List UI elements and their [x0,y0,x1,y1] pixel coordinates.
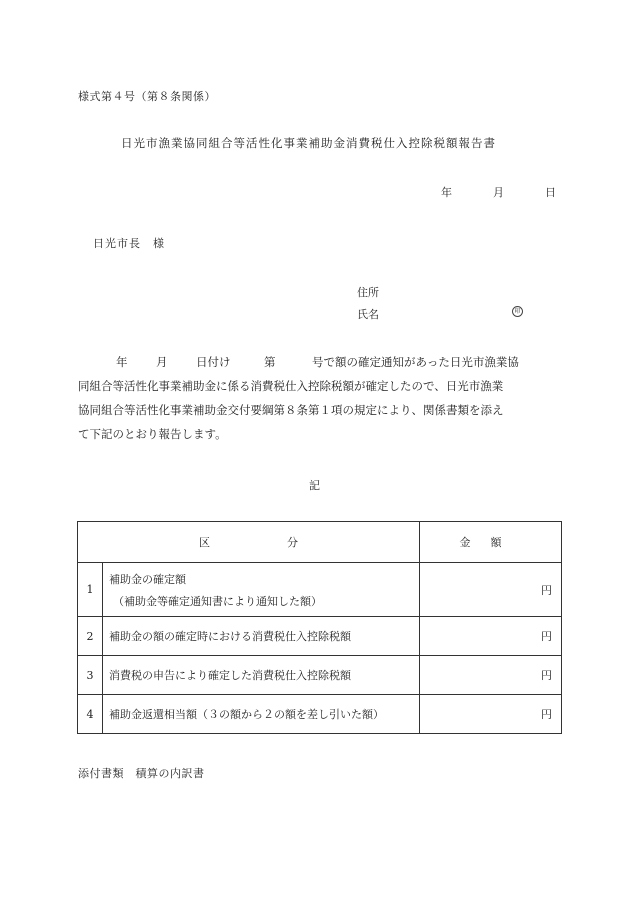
date-year: 年 [441,186,452,199]
address-label: 住所 [357,286,379,299]
row-label [103,563,420,617]
body-line-3: 協同組合等活性化事業補助金交付要綱第８条第１項の規定により、関係書類を添え [78,403,504,417]
name-label: 氏名 [357,308,379,321]
attachments-note: 添付書類 積算の内訳書 [78,767,205,780]
date-month: 月 [493,186,504,199]
row-amount: 円 [420,617,562,656]
body-month: 月 [156,355,168,369]
body-line-2: 同組合等活性化事業補助金に係る消費税仕入控除税額が確定したので、日光市漁業 [78,379,504,393]
report-table [77,521,562,734]
body-line-4: て下記のとおり報告します。 [78,427,227,441]
addressee: 日光市長 様 [93,237,165,250]
document-title: 日光市漁業協同組合等活性化事業補助金消費税仕入控除税額報告書 [121,136,496,150]
header-division: 区 分 [78,522,420,563]
table-row [78,695,562,734]
row-label: 消費税の申告により確定した消費税仕入控除税額 [103,656,420,695]
form-number: 様式第４号（第８条関係） [78,90,216,103]
row-number: 4 [78,695,103,734]
body-no: 第 [264,355,276,369]
row-label-sub: （補助金等確定通知書により通知した額） [113,594,322,608]
date-day: 日 [545,186,556,199]
row-amount: 円 [420,563,562,617]
ki-heading: 記 [309,479,320,492]
row-number: 3 [78,656,103,695]
table-header-row [78,522,562,563]
row-label: 補助金の額の確定時における消費税仕入控除税額 [103,617,420,656]
body-year: 年 [116,355,128,369]
row-number: 2 [78,617,103,656]
table-row [78,563,562,617]
row-amount: 円 [420,656,562,695]
table-row [78,656,562,695]
row-number: 1 [78,563,103,617]
table-row [78,617,562,656]
body-day: 日付け [196,355,231,369]
body-notice: 号で額の確定通知があった日光市漁業協 [312,355,519,369]
row-amount: 円 [420,695,562,734]
header-amount: 金額 [420,522,562,563]
row-label: 補助金返還相当額（３の額から２の額を差し引いた額） [103,695,420,734]
row-label-main: 補助金の確定額 [109,572,186,586]
seal-mark: 印 [512,306,523,317]
